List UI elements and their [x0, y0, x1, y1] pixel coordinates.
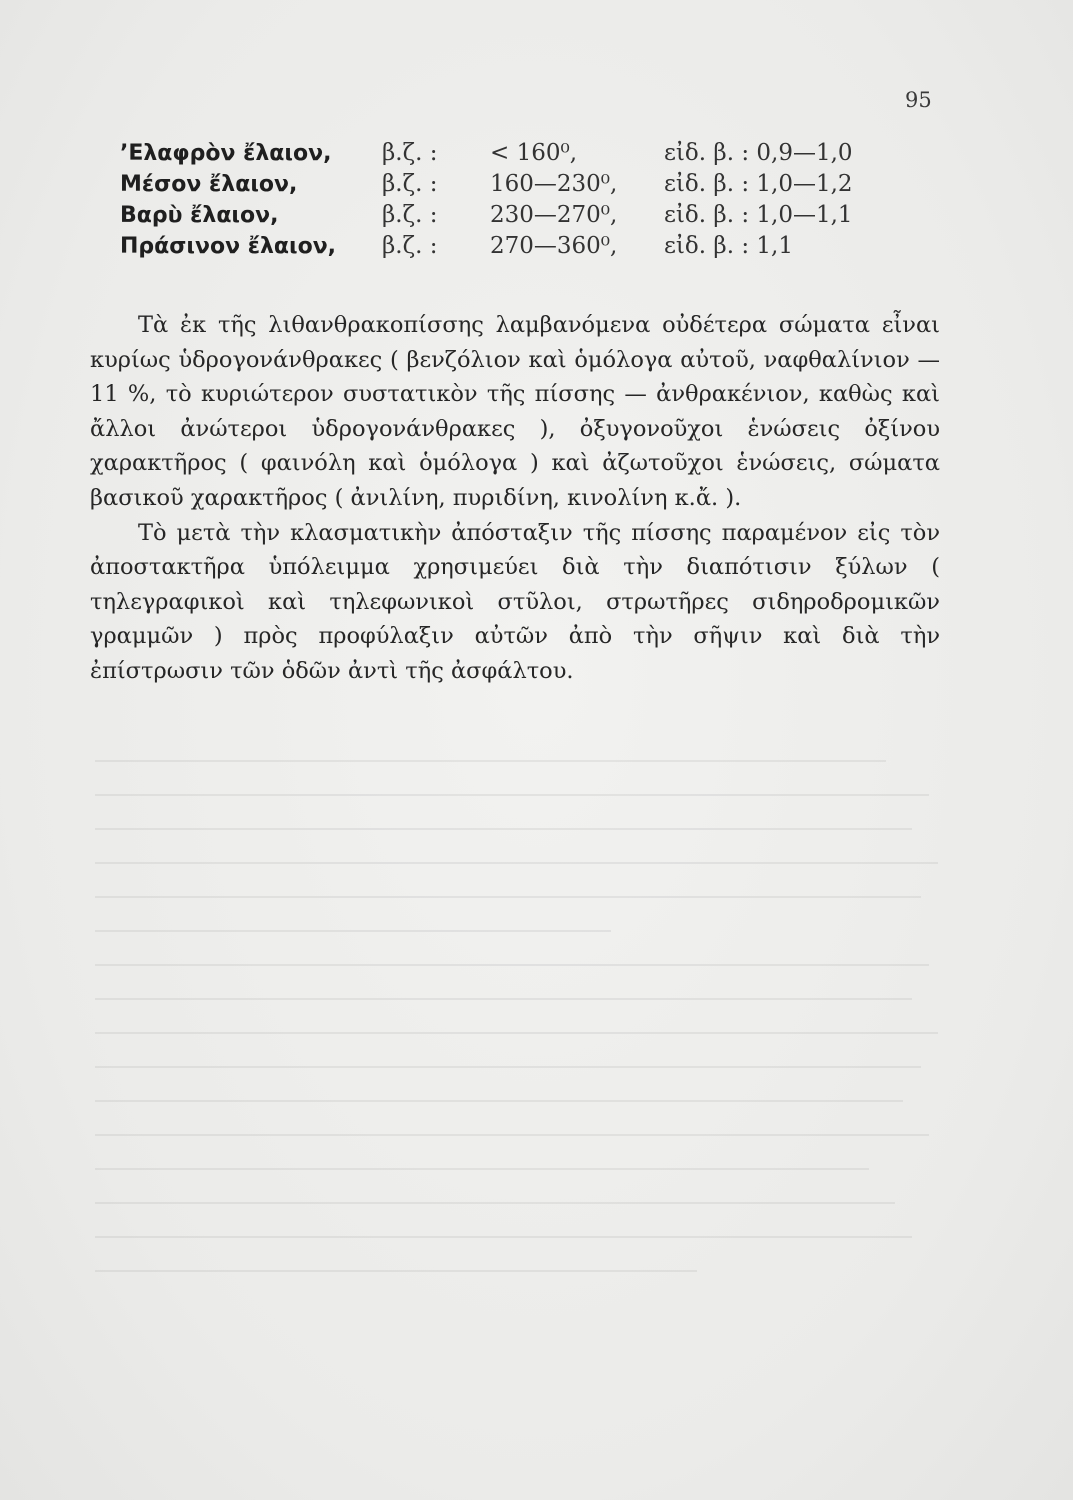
fraction-name: Μέσον ἔλαιον, — [120, 172, 298, 197]
boiling-range: 230—270⁰, — [490, 202, 618, 228]
specific-gravity: εἰδ. β. : 1,0—1,1 — [664, 202, 853, 228]
paragraph-residue-uses: Τὸ μετὰ τὴν κλασματικὴν ἀπόσταξιν τῆς πίσσης παραμένον εἰς τὸν ἀποστακτῆρα ὑπόλειμμα χρησιμεύει διὰ τὴν διαπότισιν ξύλων ( τηλεγραφικοὶ καὶ τηλεφωνικοὶ στῦλοι, στρωτῆρες σιδηροδρομικῶν γραμμῶν ) πρὸς προφύλαξιν αὐτῶν ἀπὸ τὴν σῆψιν καὶ διὰ τὴν ἐπίστρωσιν τῶν ὁδῶν ἀντὶ τῆς ἀσφάλτου. — [90, 519, 940, 684]
fraction-name: ’Ελαφρὸν ἔλαιον, — [120, 141, 332, 166]
boiling-range: 270—360⁰, — [490, 233, 618, 259]
boiling-point-label: β.ζ. : — [382, 202, 438, 228]
boiling-range: < 160⁰, — [490, 140, 578, 166]
body-text — [90, 308, 940, 689]
page-number: 95 — [905, 88, 932, 112]
paragraph-neutral-compounds: Τὰ ἐκ τῆς λιθανθρακοπίσσης λαμβανόμενα οὐδέτερα σώματα εἶναι κυρίως ὑδρογονάνθρακες ( βενζόλιον καὶ ὁμόλογα αὐτοῦ, ναφθαλίνιον — 11 %, τὸ κυριώτερον συστατικὸν τῆς πίσσης — ἀνθρακένιον, καθὼς καὶ ἄλλοι ἀνώτεροι ὑδρογονάνθρακες ), ὀξυγονοῦχοι ἑνώσεις ὀξίνου χαρακτῆρος ( φαινόλη καὶ ὁμόλογα ) καὶ ἀζωτοῦχοι ἑνώσεις, σώματα βασικοῦ χαρακτῆρος ( ἀνιλίνη, πυριδίνη, κινολίνη κ.ἄ. ). — [90, 312, 940, 511]
specific-gravity: εἰδ. β. : 1,1 — [664, 233, 793, 259]
reverse-side-show-through — [95, 760, 955, 1380]
fraction-row — [120, 138, 940, 169]
specific-gravity: εἰδ. β. : 1,0—1,2 — [664, 171, 853, 197]
fraction-row — [120, 200, 940, 231]
boiling-range: 160—230⁰, — [490, 171, 618, 197]
boiling-point-label: β.ζ. : — [382, 233, 438, 259]
specific-gravity: εἰδ. β. : 0,9—1,0 — [664, 140, 853, 166]
tar-fractions-table — [120, 138, 940, 262]
fraction-row — [120, 169, 940, 200]
fraction-name: Πράσινον ἔλαιον, — [120, 234, 337, 259]
boiling-point-label: β.ζ. : — [382, 140, 438, 166]
fraction-name: Βαρὺ ἔλαιον, — [120, 203, 279, 228]
boiling-point-label: β.ζ. : — [382, 171, 438, 197]
fraction-row — [120, 231, 940, 262]
